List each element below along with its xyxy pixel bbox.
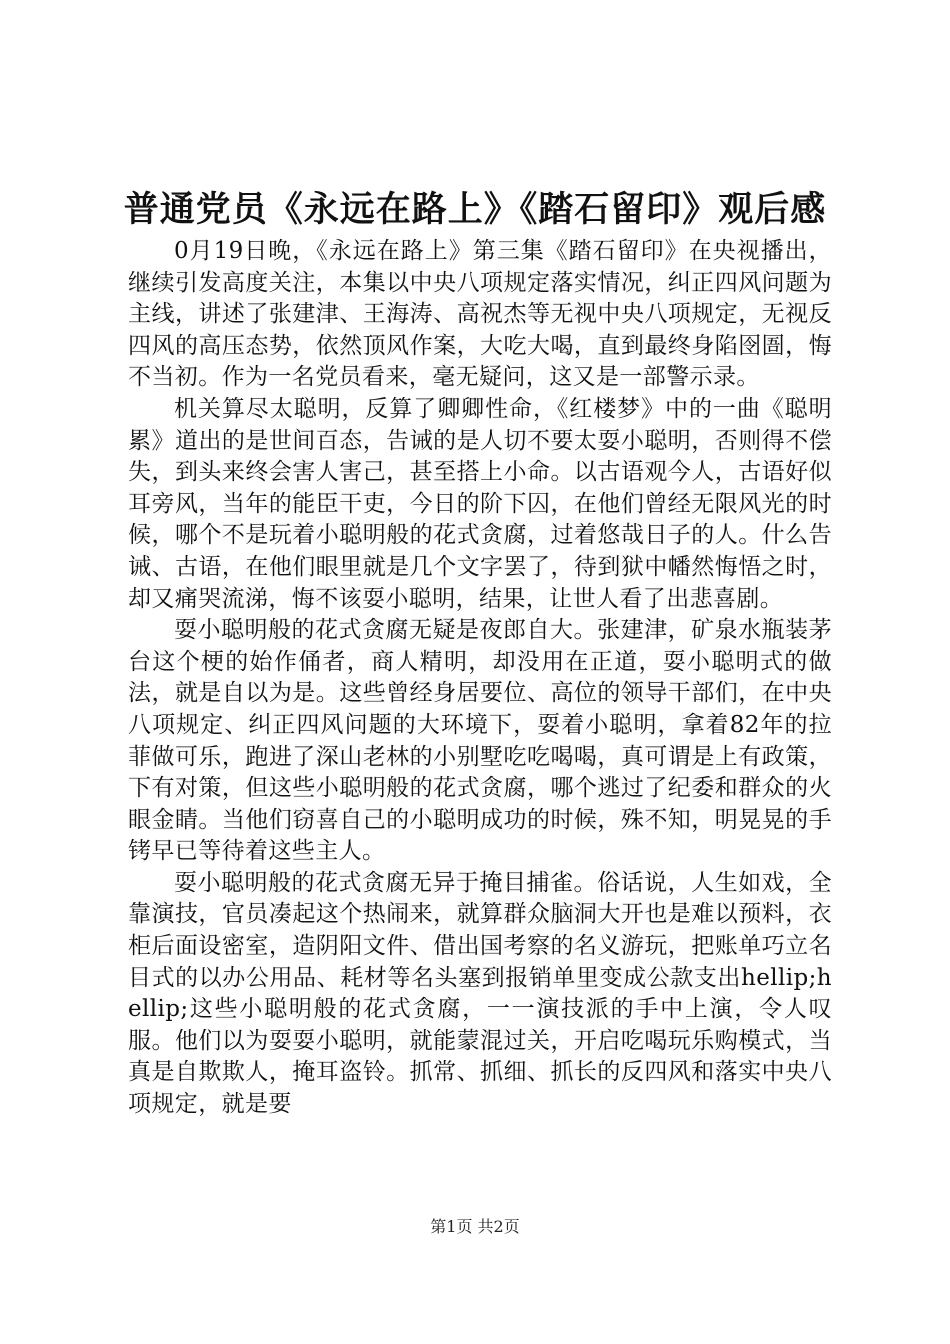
document-title: 普通党员《永远在路上》《踏石留印》观后感	[123, 189, 827, 230]
document-body	[128, 236, 832, 1121]
paragraph-1: 0月19日晚，《永远在路上》第三集《踏石留印》在央视播出，继续引发高度关注，本集以中央八项规定落实情况，纠正四风问题为主线，讲述了张建津、王海涛、高祝杰等无视中央八项规定，无视反四风的高压态势，依然顶风作案，大吃大喝，直到最终身陷囹圄，悔不当初。作为一名党员看来，毫无疑问，这又是一部警示录。	[128, 238, 832, 391]
paragraph-4: 耍小聪明般的花式贪腐无异于掩目捕雀。俗话说，人生如戏，全靠演技，官员凑起这个热闹来，就算群众脑洞大开也是难以预料，衣柜后面设密室，造阴阳文件、借出国考察的名义游玩，把账单巧立名目式的以办公用品、耗材等名头塞到报销单里变成公款支出hellip;hellip;这些小聪明般的花式贪腐，一一演技派的手中上演，令人叹服。他们以为耍耍小聪明，就能蒙混过关，开启吃喝玩乐购模式，当真是自欺欺人，掩耳盗铃。抓常、抓细、抓长的反四风和落实中央八项规定，就是要	[128, 869, 832, 1118]
paragraph-3: 耍小聪明般的花式贪腐无疑是夜郎自大。张建津，矿泉水瓶装茅台这个梗的始作俑者，商人精明，却没用在正道，耍小聪明式的做法，就是自以为是。这些曾经身居要位、高位的领导干部们，在中央八项规定、纠正四风问题的大环境下，耍着小聪明，拿着82年的拉菲做可乐，跑进了深山老林的小别墅吃吃喝喝，真可谓是上有政策，下有对策，但这些小聪明般的花式贪腐，哪个逃过了纪委和群众的火眼金睛。当他们窃喜自己的小聪明成功的时候，殊不知，明晃晃的手铐早已等待着这些主人。	[128, 617, 832, 865]
paragraph-2: 机关算尽太聪明，反算了卿卿性命，《红楼梦》中的一曲《聪明累》道出的是世间百态，告诫的是人切不要太耍小聪明，否则得不偿失，到头来终会害人害己，甚至搭上小命。以古语观今人，古语好似耳旁风，当年的能臣干吏，今日的阶下囚，在他们曾经无限风光的时候，哪个不是玩着小聪明般的花式贪腐，过着悠哉日子的人。什么告诫、古语，在他们眼里就是几个文字罢了，待到狱中幡然悔悟之时，却又痛哭流涕，悔不该耍小聪明，结果，让世人看了出悲喜剧。	[128, 395, 832, 612]
page-number-footer: 第1页 共2页	[430, 1217, 520, 1236]
